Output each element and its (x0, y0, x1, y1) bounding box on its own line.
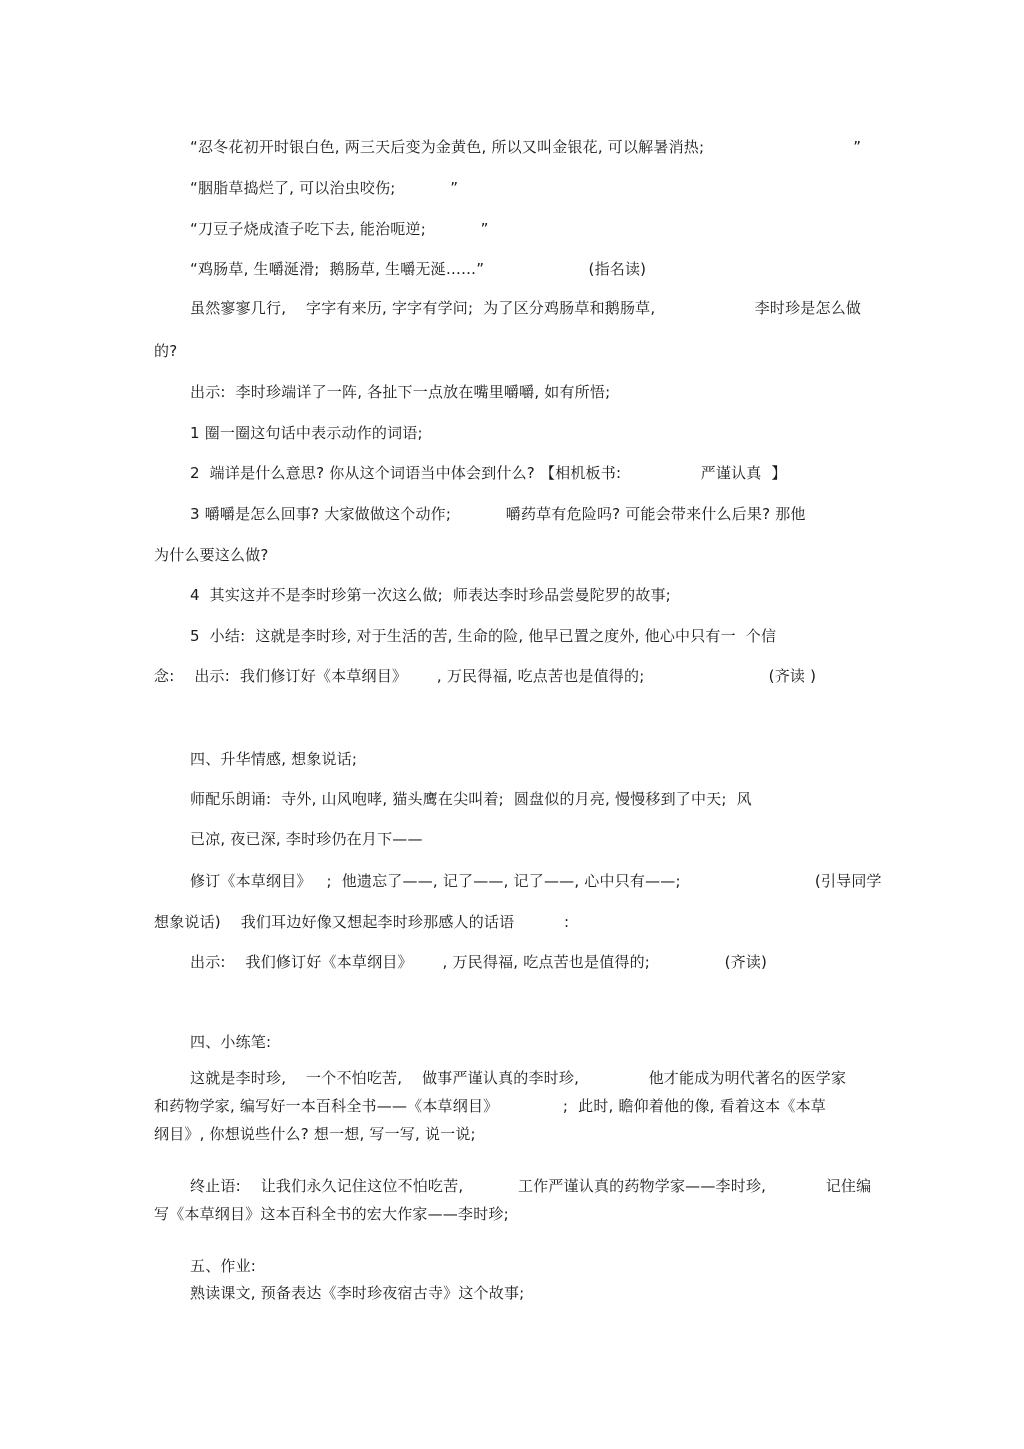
section-heading: 四、小练笔: (190, 1033, 272, 1051)
paragraph-line: 为什么要这么做? (154, 546, 269, 564)
paragraph-line: 4 其实这并不是李时珍第一次这么做; 师表达李时珍品尝曼陀罗的故事; (190, 586, 671, 604)
section-heading: 四、升华情感, 想象说话; (190, 750, 358, 768)
paragraph-line: 想象说话) 我们耳边好像又想起李时珍那感人的话语 : (154, 913, 570, 931)
paragraph-line: 的? (154, 342, 178, 360)
paragraph-line: 熟读课文, 预备表达《李时珍夜宿古寺》这个故事; (190, 1284, 525, 1302)
paragraph-line: 写《本草纲目》这本百科全书的宏大作家——李时珍; (154, 1205, 509, 1223)
paragraph-line: 5 小结: 这就是李时珍, 对于生活的苦, 生命的险, 他早已置之度外, 他心中只有一 个信 (190, 627, 777, 645)
paragraph-line: 念: 出示: 我们修订好《本草纲目》 , 万民得福, 吃点苦也是值得的; (齐读 ) (154, 667, 817, 685)
paragraph-line: 已凉, 夜已深, 李时珍仍在月下—— (190, 830, 423, 848)
paragraph-line: 3 嚼嚼是怎么回事? 大家做做这个动作; 嚼药草有危险吗? 可能会带来什么后果? 那他 (190, 505, 806, 523)
paragraph-line: “胭脂草捣烂了, 可以治虫咬伤; ” (190, 179, 459, 197)
paragraph-line: 1 圈一圈这句话中表示动作的词语; (190, 424, 423, 442)
paragraph-line: 这就是李时珍, 一个不怕吃苦, 做事严谨认真的李时珍, 他才能成为明代著名的医学家 (190, 1069, 847, 1087)
paragraph-line: “忍冬花初开时银白色, 两三天后变为金黄色, 所以又叫金银花, 可以解暑消热; ” (190, 138, 862, 156)
paragraph-line: 2 端详是什么意思? 你从这个词语当中体会到什么? 【相机板书: 严谨认真 】 (190, 464, 787, 482)
paragraph-line: 纲目》, 你想说些什么? 想一想, 写一写, 说一说; (154, 1125, 476, 1143)
paragraph-line: 出示: 李时珍端详了一阵, 各扯下一点放在嘴里嚼嚼, 如有所悟; (190, 383, 611, 401)
paragraph-line: 和药物学家, 编写好一本百科全书——《本草纲目》 ; 此时, 瞻仰着他的像, 看着这本《本草 (154, 1097, 826, 1115)
section-heading: 五、作业: (190, 1257, 257, 1275)
paragraph-line: 出示: 我们修订好《本草纲目》 , 万民得福, 吃点苦也是值得的; (齐读) (190, 953, 768, 971)
paragraph-line: “鸡肠草, 生嚼涎滑; 鹅肠草, 生嚼无涎……” (指名读) (190, 260, 647, 278)
paragraph-line: 终止语: 让我们永久记住这位不怕吃苦, 工作严谨认真的药物学家——李时珍, 记住编 (190, 1177, 872, 1195)
paragraph-line: 虽然寥寥几行, 字字有来历, 字字有学问; 为了区分鸡肠草和鹅肠草, 李时珍是怎么做 (190, 299, 862, 317)
paragraph-line: 师配乐朗诵: 寺外, 山风咆哮, 猫头鹰在尖叫着; 圆盘似的月亮, 慢慢移到了中天; 风 (190, 790, 752, 808)
paragraph-line: “刀豆子烧成渣子吃下去, 能治呃逆; ” (190, 220, 489, 238)
paragraph-line: 修订《本草纲目》 ; 他遗忘了——, 记了——, 记了——, 心中只有——; (引导同学 (190, 872, 882, 890)
